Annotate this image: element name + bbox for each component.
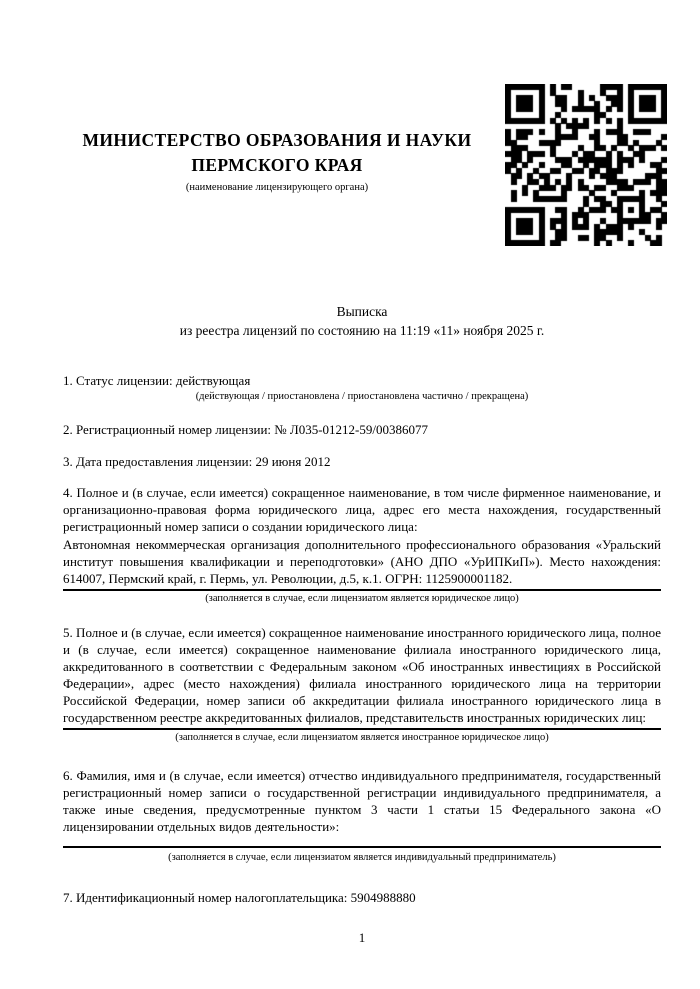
- document-title: [63, 302, 661, 340]
- document-body: [63, 372, 661, 906]
- legal-entity-caption: (заполняется в случае, если лицензиатом является юридическое лицо): [205, 593, 519, 604]
- legal-entity-details: Автономная некоммерческая организация дополнительного профессионального образования «Уральский институт повышения квалификации и переподготовки» (АНО ДПО «УрИПКиП»). Место нахождения: 614007, Пермский край, г. Пермь, ул. Революции, д.5, к.1. ОГРН: 1125900001182.: [63, 537, 661, 586]
- foreign-entity-fill-line: [63, 728, 661, 730]
- qr-code-image: [505, 84, 667, 246]
- qr-code: [505, 84, 667, 246]
- individual-entrepreneur-clause-label: 6. Фамилия, имя и (в случае, если имеется) отчество индивидуального предпринимателя, государственный регистрационный номер записи о государственной регистрации индивидуального предпринимателя, а также иные сведения, предусмотренные пунктом 3 части 1 статьи 15 Федерального закона «О лицензировании отдельных видов деятельности»:: [63, 768, 661, 834]
- license-status: 1. Статус лицензии: действующая: [63, 373, 251, 388]
- legal-entity-fill-line: [63, 589, 661, 591]
- licensing-authority-caption: (наименование лицензирующего органа): [185, 182, 369, 193]
- license-status-options-caption: (действующая / приостановлена / приостановлена частично / прекращена): [195, 391, 529, 402]
- licensing-authority-header: [63, 128, 491, 194]
- ministry-name-line2: ПЕРМСКОГО КРАЯ: [191, 155, 363, 175]
- document-title-line2: из реестра лицензий по состоянию на 11:19 «11» ноября 2025 г.: [179, 323, 545, 338]
- document-title-line1: Выписка: [336, 304, 388, 319]
- foreign-entity-caption: (заполняется в случае, если лицензиатом является иностранное юридическое лицо): [175, 732, 549, 743]
- page-number: 1: [358, 930, 366, 945]
- individual-entrepreneur-fill-line: [63, 846, 661, 848]
- taxpayer-id: 7. Идентификационный номер налогоплательщика: 5904988880: [63, 890, 416, 905]
- license-registration-number: 2. Регистрационный номер лицензии: № Л035-01212-59/00386077: [63, 422, 429, 437]
- ministry-name-line1: МИНИСТЕРСТВО ОБРАЗОВАНИЯ И НАУКИ: [82, 130, 472, 150]
- foreign-entity-clause-label: 5. Полное и (в случае, если имеется) сокращенное наименование иностранного юридического лица, полное и (в случае, если имеется) сокращенное наименование филиала иностранного юридического лица, аккредитованного в соответствии с Федеральным законом «Об иностранных инвестициях в Российской Федерации», адрес (место нахождения) филиала иностранного юридического лица на территории Российской Федерации, номер записи об аккредитации филиала иностранного юридического лица в государственном реестре аккредитованных филиалов, представительств иностранных юридических лиц:: [63, 625, 661, 725]
- license-grant-date: 3. Дата предоставления лицензии: 29 июня 2012: [63, 454, 331, 469]
- legal-entity-clause-label: 4. Полное и (в случае, если имеется) сокращенное наименование, в том числе фирменное наименование, и организационно-правовая форма юридического лица, адрес его места нахождения, государственный регистрационный номер записи о создании юридического лица:: [63, 485, 661, 534]
- individual-entrepreneur-caption: (заполняется в случае, если лицензиатом является индивидуальный предприниматель): [168, 852, 556, 863]
